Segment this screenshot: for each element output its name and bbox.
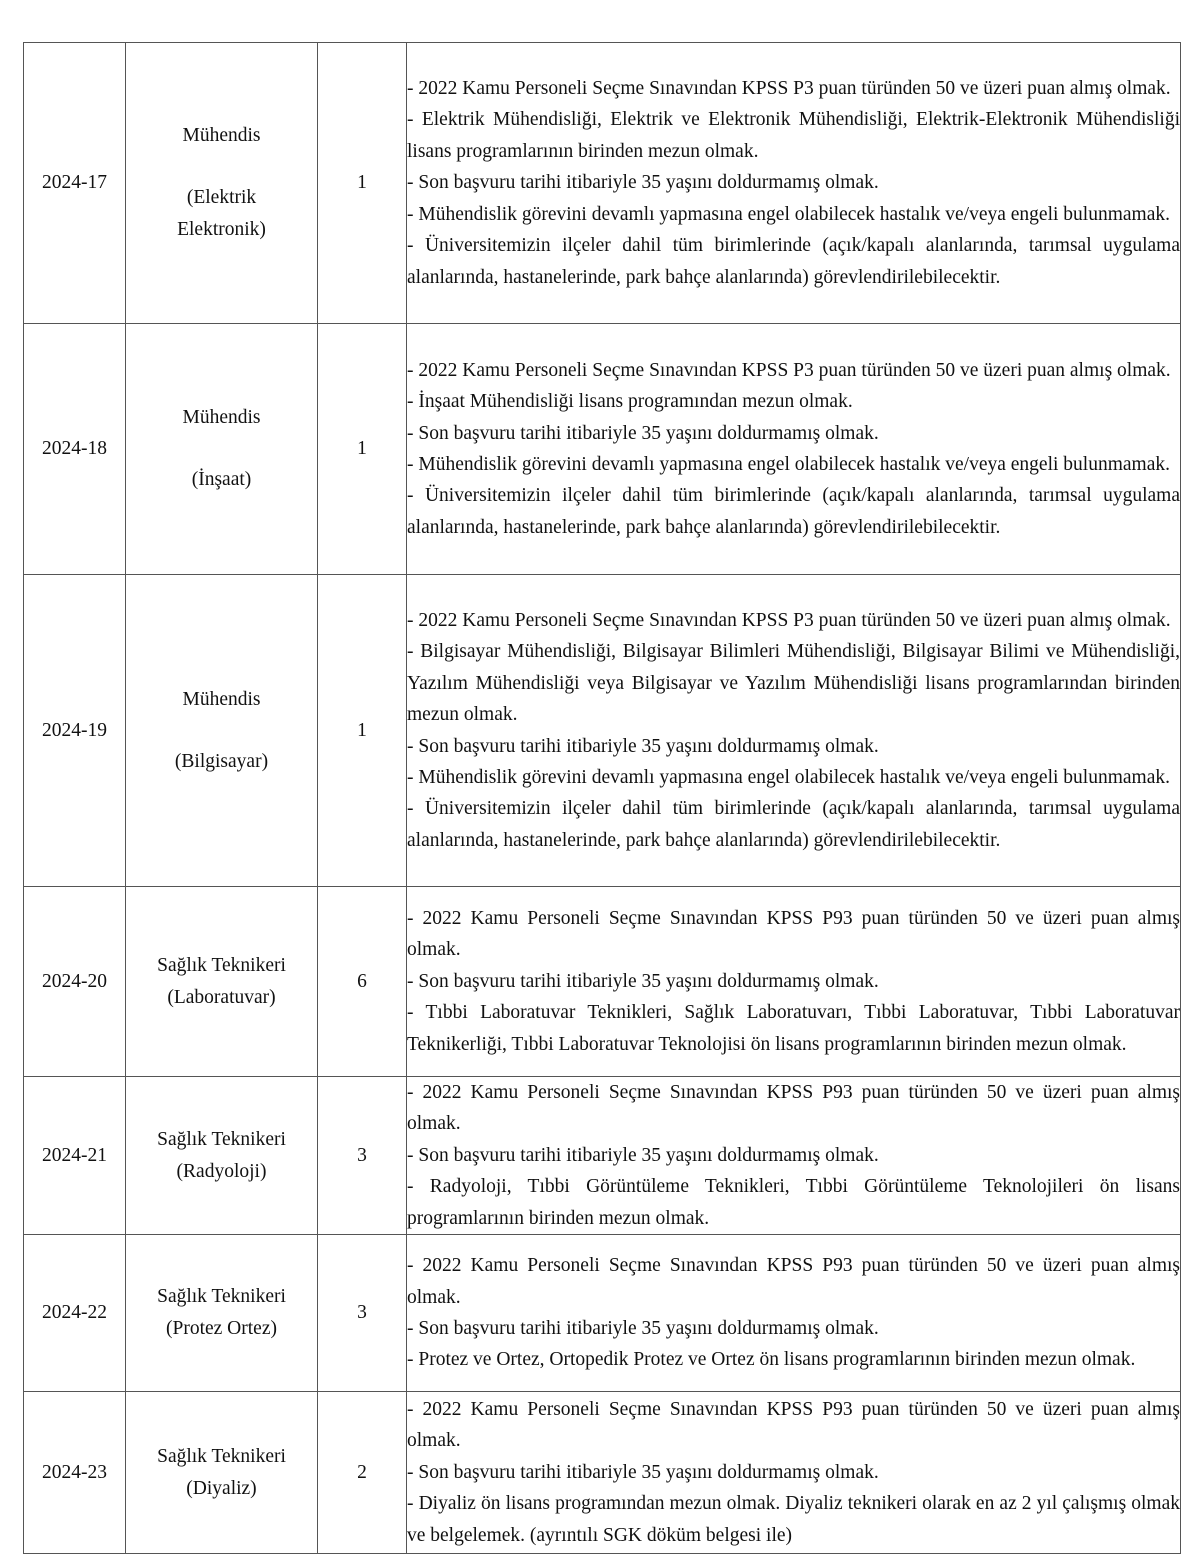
table-row	[24, 1077, 1181, 1235]
requirement-item: - 2022 Kamu Personeli Seçme Sınavından KPSS P3 puan türünden 50 ve üzeri puan almış olmak.	[407, 359, 1171, 381]
table-row	[24, 575, 1181, 887]
table-row	[24, 324, 1181, 575]
requirement-item: - 2022 Kamu Personeli Seçme Sınavından KPSS P93 puan türünden 50 ve üzeri puan almış olmak.	[407, 1255, 1180, 1308]
title-line: (İnşaat)	[191, 469, 252, 490]
position-title	[126, 887, 318, 1077]
requirement-item: - Son başvuru tarihi itibariyle 35 yaşını doldurmamış olmak.	[407, 172, 879, 194]
requirement-item: - Elektrik Mühendisliği, Elektrik ve Elektronik Mühendisliği, Elektrik-Elektronik Mühendisliği lisans programlarının birinden mezun olmak.	[407, 109, 1180, 162]
table-row	[24, 43, 1181, 324]
title-line: Mühendis	[182, 125, 261, 146]
title-line: Sağlık Teknikeri	[157, 1286, 286, 1308]
requirements	[407, 1077, 1181, 1235]
title-line: (Bilgisayar)	[174, 750, 269, 772]
title-line: (Radyoloji)	[176, 1160, 267, 1182]
requirement-item: - Bilgisayar Mühendisliği, Bilgisayar Bilimleri Mühendisliği, Bilgisayar Bilimi ve Mühendisliği, Yazılım Mühendisliği veya Bilgisayar ve Yazılım Mühendisliği lisans programlarından birinden mezun olmak.	[407, 641, 1180, 726]
title-line: Mühendis	[182, 407, 261, 428]
table-row	[24, 887, 1181, 1077]
requirements	[407, 1235, 1181, 1392]
requirements	[407, 887, 1181, 1077]
position-count: 1	[318, 324, 407, 575]
position-count: 3	[318, 1077, 407, 1235]
position-title	[126, 1392, 318, 1554]
requirement-item: - Son başvuru tarihi itibariyle 35 yaşını doldurmamış olmak.	[407, 1318, 879, 1340]
requirement-item: - Üniversitemizin ilçeler dahil tüm birimlerinde (açık/kapalı alanlarında, tarımsal uygulama alanlarında, hastanelerinde, park bahçe alanlarında) görevlendirilebilecektir.	[407, 235, 1180, 288]
title-line: Sağlık Teknikeri	[157, 954, 286, 976]
requirement-item: - Son başvuru tarihi itibariyle 35 yaşını doldurmamış olmak.	[407, 735, 879, 757]
requirement-item: - Üniversitemizin ilçeler dahil tüm birimlerinde (açık/kapalı alanlarında, tarımsal uygulama alanlarında, hastanelerinde, park bahçe alanlarında) görevlendirilebilecektir.	[407, 798, 1180, 851]
requirements	[407, 324, 1181, 575]
position-title	[126, 1235, 318, 1392]
position-title	[126, 1077, 318, 1235]
requirement-item: - Son başvuru tarihi itibariyle 35 yaşını doldurmamış olmak.	[407, 1144, 879, 1166]
requirement-item: - Mühendislik görevini devamlı yapmasına engel olabilecek hastalık ve/veya engeli bulunmamak.	[407, 766, 1170, 788]
table-row	[24, 1392, 1181, 1554]
position-code: 2024-19	[24, 575, 126, 887]
requirement-item: - Tıbbi Laboratuvar Teknikleri, Sağlık Laboratuvarı, Tıbbi Laboratuvar, Tıbbi Laboratuvar Teknikerliği, Tıbbi Laboratuvar Teknolojisi ön lisans programlarının birinden mezun olmak.	[407, 1002, 1180, 1055]
position-code: 2024-22	[24, 1235, 126, 1392]
table-row	[24, 1235, 1181, 1392]
position-count: 1	[318, 575, 407, 887]
requirement-item: - 2022 Kamu Personeli Seçme Sınavından KPSS P93 puan türünden 50 ve üzeri puan almış olmak.	[407, 1082, 1180, 1135]
title-line: Mühendis	[182, 688, 261, 710]
requirement-item: - 2022 Kamu Personeli Seçme Sınavından KPSS P93 puan türünden 50 ve üzeri puan almış olmak.	[407, 1399, 1180, 1452]
position-count: 6	[318, 887, 407, 1077]
title-line: Elektronik)	[177, 219, 266, 240]
position-count: 2	[318, 1392, 407, 1554]
position-title	[126, 575, 318, 887]
document-page	[23, 42, 1181, 1554]
position-code: 2024-20	[24, 887, 126, 1077]
requirement-item: - Son başvuru tarihi itibariyle 35 yaşını doldurmamış olmak.	[407, 1461, 879, 1483]
requirements	[407, 1392, 1181, 1554]
position-code: 2024-17	[24, 43, 126, 324]
requirement-item: - Radyoloji, Tıbbi Görüntüleme Teknikleri, Tıbbi Görüntüleme Teknolojileri ön lisans programlarının birinden mezun olmak.	[407, 1176, 1180, 1229]
requirement-item: - 2022 Kamu Personeli Seçme Sınavından KPSS P3 puan türünden 50 ve üzeri puan almış olmak.	[407, 609, 1171, 631]
title-line: (Laboratuvar)	[167, 986, 276, 1008]
position-code: 2024-23	[24, 1392, 126, 1554]
position-code: 2024-21	[24, 1077, 126, 1235]
position-code: 2024-18	[24, 324, 126, 575]
title-line: (Elektrik	[186, 187, 257, 208]
requirement-item: - Son başvuru tarihi itibariyle 35 yaşını doldurmamış olmak.	[407, 422, 879, 444]
position-title	[126, 43, 318, 324]
requirement-item: - 2022 Kamu Personeli Seçme Sınavından KPSS P3 puan türünden 50 ve üzeri puan almış olmak.	[407, 78, 1171, 100]
positions-table	[23, 42, 1181, 1554]
requirement-item: - Üniversitemizin ilçeler dahil tüm birimlerinde (açık/kapalı alanlarında, tarımsal uygulama alanlarında, hastanelerinde, park bahçe alanlarında) görevlendirilebilecektir.	[407, 485, 1180, 538]
requirements	[407, 43, 1181, 324]
title-line: (Diyaliz)	[186, 1477, 257, 1499]
requirement-item: - 2022 Kamu Personeli Seçme Sınavından KPSS P93 puan türünden 50 ve üzeri puan almış olmak.	[407, 907, 1180, 961]
title-line: Sağlık Teknikeri	[157, 1445, 286, 1467]
requirement-item: - Mühendislik görevini devamlı yapmasına engel olabilecek hastalık ve/veya engeli bulunmamak.	[407, 203, 1170, 225]
position-count: 3	[318, 1235, 407, 1392]
position-count: 1	[318, 43, 407, 324]
title-line: (Protez Ortez)	[166, 1318, 277, 1340]
title-line: Sağlık Teknikeri	[157, 1128, 286, 1150]
requirement-item: - İnşaat Mühendisliği lisans programından mezun olmak.	[407, 391, 853, 413]
requirements	[407, 575, 1181, 887]
position-title	[126, 324, 318, 575]
requirement-item: - Diyaliz ön lisans programından mezun olmak. Diyaliz teknikeri olarak en az 2 yıl çalışmış olmak ve belgelemek. (ayrıntılı SGK döküm belgesi ile)	[407, 1493, 1180, 1546]
requirement-item: - Mühendislik görevini devamlı yapmasına engel olabilecek hastalık ve/veya engeli bulunmamak.	[407, 454, 1170, 475]
requirement-item: - Protez ve Ortez, Ortopedik Protez ve Ortez ön lisans programlarının birinden mezun olmak.	[407, 1349, 1136, 1371]
requirement-item: - Son başvuru tarihi itibariyle 35 yaşını doldurmamış olmak.	[407, 970, 879, 992]
